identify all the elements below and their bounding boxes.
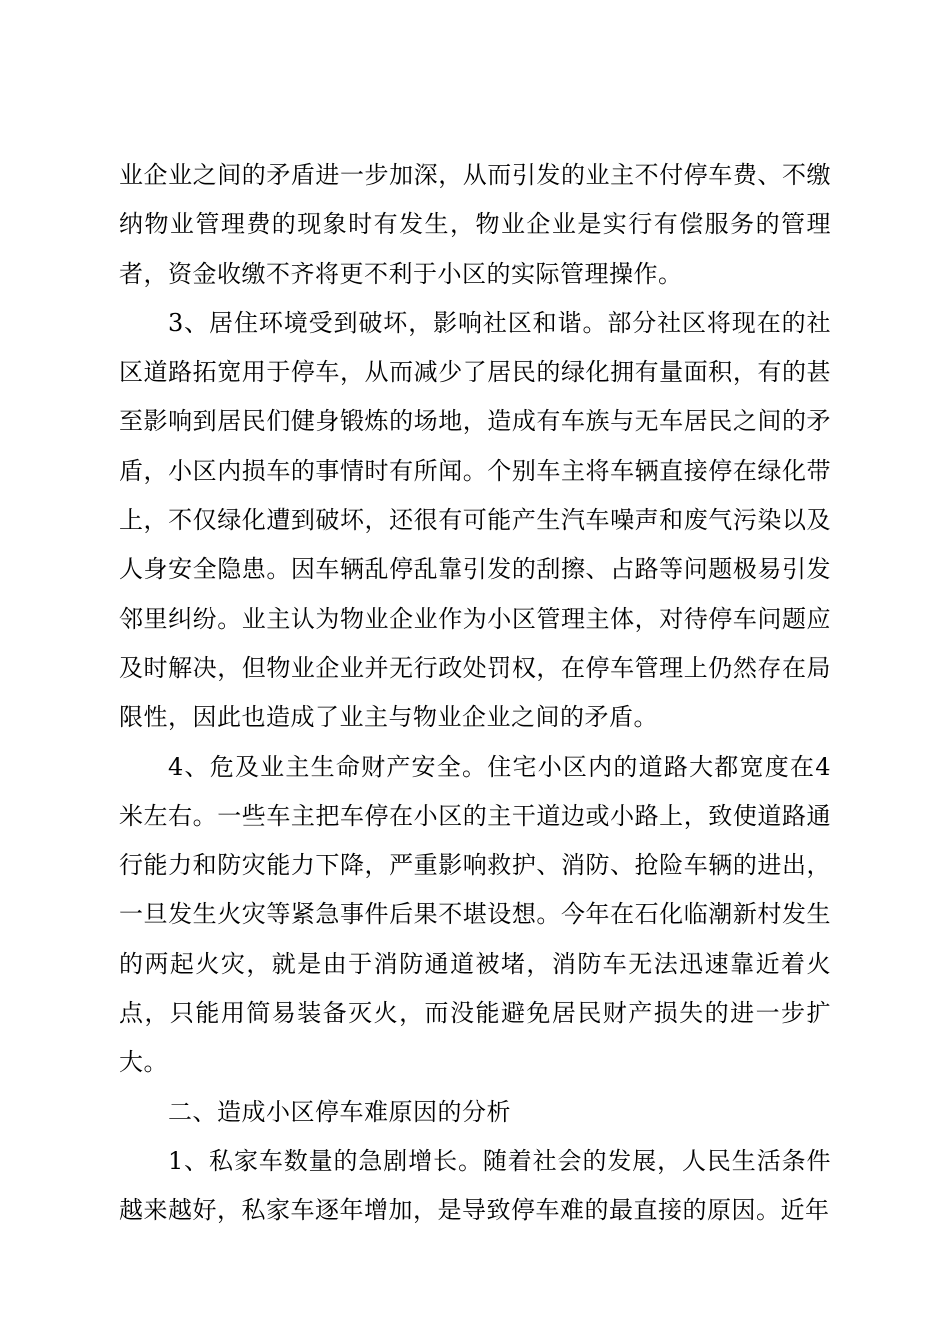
paragraph-continuation: 业企业之间的矛盾进一步加深，从而引发的业主不付停车费、不缴纳物业管理费的现象时有发生，物业企业是实行有偿服务的管理者，资金收缴不齐将更不利于小区的实际管理操作。: [119, 161, 831, 288]
document-page: [119, 151, 831, 1236]
paragraph-safety: 4、危及业主生命财产安全。住宅小区内的道路大都宽度在4米左右。一些车主把车停在小区的主干道边或小路上，致使道路通行能力和防灾能力下降，严重影响救护、消防、抢险车辆的进出，一旦发生火灾等紧急事件后果不堪设想。今年在石化临潮新村发生的两起火灾，就是由于消防通道被堵，消防车无法迅速靠近着火点，只能用简易装备灭火，而没能避免居民财产损失的进一步扩大。: [119, 752, 831, 1077]
paragraph-living-environment: 3、居住环境受到破坏，影响社区和谐。部分社区将现在的社区道路拓宽用于停车，从而减少了居民的绿化拥有量面积，有的甚至影响到居民们健身锻炼的场地，造成有车族与无车居民之间的矛盾，小区内损车的事情时有所闻。个别车主将车辆直接停在绿化带上，不仅绿化遭到破坏，还很有可能产生汽车噪声和废气污染以及人身安全隐患。因车辆乱停乱靠引发的刮擦、占路等问题极易引发邻里纠纷。业主认为物业企业作为小区管理主体，对待停车问题应及时解决，但物业企业并无行政处罚权，在停车管理上仍然存在局限性，因此也造成了业主与物业企业之间的矛盾。: [119, 308, 831, 732]
section-heading: 二、造成小区停车难原因的分析: [168, 1097, 511, 1126]
paragraph-private-cars: 1、私家车数量的急剧增长。随着社会的发展，人民生活条件越来越好，私家车逐年增加，是导致停车难的最直接的原因。近年: [119, 1146, 831, 1225]
